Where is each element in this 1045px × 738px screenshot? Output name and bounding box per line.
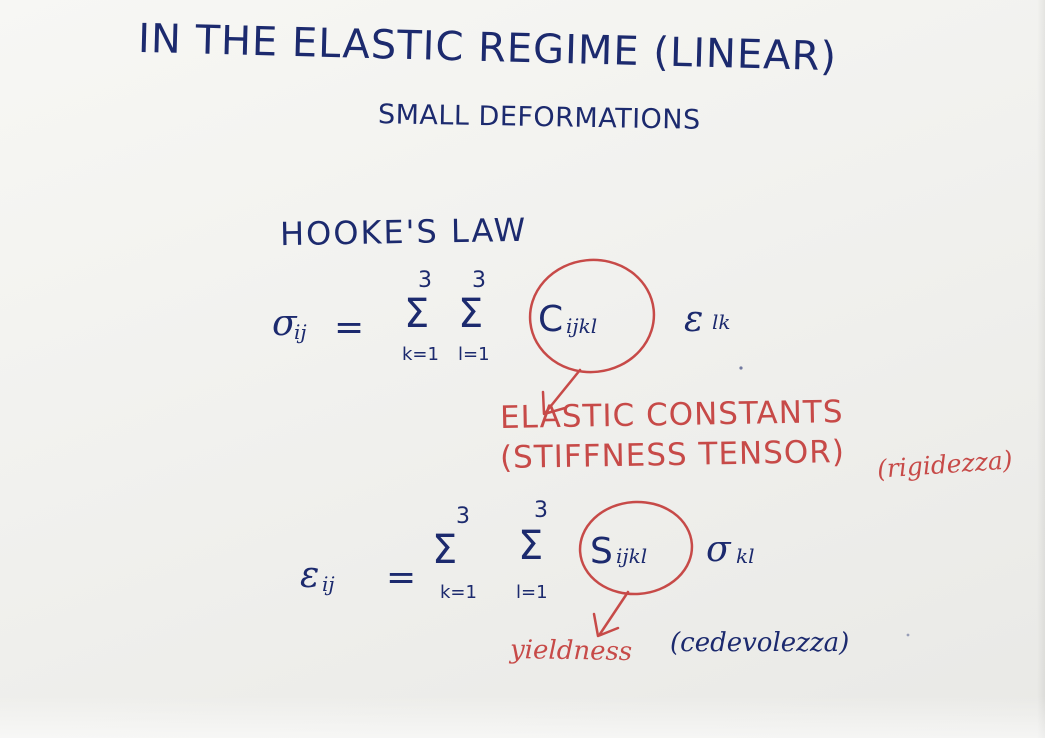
sum1-symbol: Σ (404, 291, 430, 337)
sum4-upper-limit: 3 (534, 498, 548, 523)
compliance-coefficient: S (590, 531, 613, 572)
stiffness-coefficient: C (538, 299, 564, 340)
strain-lhs-symbol: ε (300, 555, 320, 596)
compliance-arrowhead (594, 614, 618, 636)
equals-sign: = (334, 307, 365, 348)
compliance-translation: (cedevolezza) (670, 628, 850, 658)
board-speck (739, 366, 742, 369)
sum3-lower-limit: k=1 (440, 582, 477, 603)
strain-subscript: lk (712, 310, 731, 334)
sum2-symbol: Σ (458, 291, 484, 337)
compliance-arrow (600, 592, 628, 634)
stiffness-translation: (rigidezza) (876, 445, 1014, 484)
section-title: HOOKE'S LAW (279, 210, 528, 254)
board-edge-shadow (1037, 0, 1045, 738)
stress-subscript: ij (294, 320, 307, 344)
stress-rhs-subscript: kl (736, 544, 755, 568)
sum1-upper-limit: 3 (418, 268, 432, 293)
sum3-symbol: Σ (432, 527, 458, 573)
elastic-constants-label: ELASTIC CONSTANTS (499, 394, 844, 436)
sum2-lower-limit: l=1 (458, 344, 490, 365)
compliance-term: yieldness (509, 634, 633, 668)
sum2-upper-limit: 3 (472, 268, 486, 293)
sum1-lower-limit: k=1 (402, 344, 439, 365)
compliance-subscript: ijkl (616, 544, 648, 568)
board-subtitle: SMALL DEFORMATIONS (377, 99, 701, 136)
sum4-lower-limit: l=1 (516, 582, 548, 603)
stress-symbol: σ (272, 303, 297, 344)
sum3-upper-limit: 3 (456, 504, 470, 529)
board-speck-2 (907, 634, 910, 637)
board-bottom-glare (0, 696, 1045, 738)
stiffness-subscript: ijkl (566, 314, 598, 338)
board-title: IN THE ELASTIC REGIME (LINEAR) (137, 15, 838, 81)
strain-symbol: ε (684, 299, 704, 340)
stiffness-tensor-label: (STIFFNESS TENSOR) (499, 433, 846, 477)
sum4-symbol: Σ (518, 523, 544, 569)
equals-sign-2: = (386, 557, 417, 598)
strain-lhs-subscript: ij (322, 572, 335, 596)
stress-rhs-symbol: σ (706, 529, 731, 570)
